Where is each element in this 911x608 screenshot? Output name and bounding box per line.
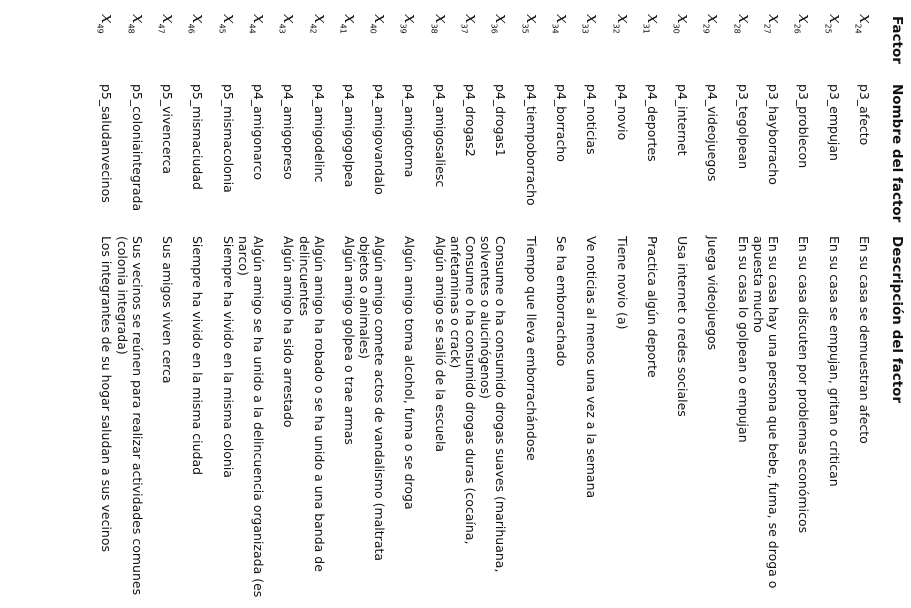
factor-name: p4_amigotoma [402,84,418,178]
factor-description: Sus amigos viven cerca [160,236,176,384]
table-row [575,0,605,608]
factor-symbol-index: 27 [762,23,772,34]
factor-name: p4_amigonarco [251,84,266,180]
factor-name: p4_noticias [584,84,600,155]
factor-name: p5_saludanvecinos [99,84,115,203]
table-row [666,0,696,608]
factor-symbol-index: 49 [96,23,106,34]
factor-symbol [672,14,693,34]
table-row [751,0,787,608]
factor-description: Se ha emborrachado [554,236,569,367]
factor-name: p4_tiempoborracho [523,84,539,206]
table-row [818,0,848,608]
factor-symbol [763,14,784,34]
factor-symbol-base: x [218,14,239,24]
factor-name: p4_amigosaliesc [432,84,448,188]
factor-name: p4_videojuegos [705,84,721,182]
factor-symbol-index: 31 [641,23,651,34]
factor-description: Tiene novio (a) [614,236,630,330]
factor-name: p3_tegolpean [735,84,751,169]
factor-symbol-base: x [703,14,724,24]
factor-symbol [157,14,178,34]
factor-symbol-index: 40 [368,23,378,34]
table-row [212,0,242,608]
table-row [114,0,151,608]
factor-name: p4_drogas1 [493,84,509,157]
factor-symbol [399,14,420,34]
factor-symbol-index: 47 [156,23,166,34]
factor-symbol [551,14,572,34]
factor-description: Algún amigo ha sido arrestado [281,236,297,428]
factor-symbol-index: 46 [187,23,197,34]
factor-symbol-base: x [249,14,269,24]
factor-description: Los integrantes de su hogar saludan a sus vecinos [99,236,115,553]
factor-description: Sus vecinos se reúnen para realizar actividades comunes (colonia integrada) [114,236,145,596]
factor-symbol-index: 42 [308,23,318,34]
factor-symbol [429,14,450,34]
factor-symbol-index: 26 [793,23,803,34]
table-row [236,0,272,608]
factor-name: p5_vivencerca [160,84,176,174]
factor-symbol-base: x [127,14,148,24]
factor-symbol-index: 44 [247,23,257,34]
factor-symbol-base: x [97,14,118,24]
factor-name: p5_mismaciudad [190,84,206,190]
factor-symbol-index: 25 [823,23,833,34]
table-row [181,0,211,608]
factor-name: p4_novio [614,84,630,141]
table-row [357,0,393,608]
factor-description: En su casa se demuestran afecto [857,236,872,444]
factor-description: En su casa lo golpean o empujan [735,236,751,443]
factor-symbol-index: 43 [277,23,287,34]
factor-symbol-index: 33 [580,23,590,34]
factor-symbol [702,14,723,34]
table-row [606,0,636,608]
factor-symbol [490,14,511,34]
factor-symbol [96,14,117,34]
factor-symbol-index: 48 [126,23,136,34]
factor-name: p5_mismacolonia [220,84,236,193]
factor-symbol [339,14,360,34]
factor-symbol [732,14,753,34]
table-row [848,0,878,608]
factor-symbol-base: x [612,14,633,24]
factor-symbol-index: 34 [550,23,560,34]
factor-symbol-base: x [521,14,542,24]
table-row [424,0,454,608]
table-row [333,0,363,608]
factor-description: Consume o ha consumido drogas duras (cocaína, anfetaminas o crack) [448,236,479,545]
factor-name: p4_drogas2 [463,84,479,157]
table-row [787,0,817,608]
factor-symbol-base: x [855,14,875,24]
factor-description: Siempre ha vivido en la misma ciudad [190,236,206,476]
factor-description: Algún amigo golpea o trae armas [341,236,357,445]
table-row [697,0,727,608]
factor-symbol-base: x [794,14,815,24]
factor-name: p4_borracho [554,84,569,162]
factor-symbol-index: 39 [399,23,409,34]
factor-symbol-base: x [582,14,603,24]
header-description: Descripción del factor [889,236,905,404]
factor-symbol [217,14,238,34]
table-row [296,0,333,608]
factor-description: Ve noticias al menos una vez a la semana [584,236,600,499]
factor-symbol-index: 45 [217,23,227,34]
factor-symbol [460,14,481,34]
factor-name: p5_coloniaintegrada [129,84,145,212]
header-name: Nombre del factor [889,84,905,223]
factor-symbol-index: 24 [853,23,863,34]
factor-description: Consume o ha consumido drogas suaves (marihuana, solventes o alucinógenos) [478,236,509,573]
factor-description: Usa internet o redes sociales [675,236,691,417]
factor-description: Practica algún deporte [644,236,660,378]
factor-symbol-base: x [491,14,512,24]
factor-symbol-base: x [552,14,572,24]
table-row [478,0,514,608]
factor-symbol-base: x [733,14,754,24]
factor-symbol-base: x [309,14,330,24]
factor-name: p3_hayborracho [766,84,782,185]
factor-symbol [278,14,299,34]
factor-symbol-base: x [824,14,845,24]
factor-description: Algún amigo se salió de la escuela [432,236,448,453]
factor-description: Juega videojuegos [705,236,721,351]
table-row [545,0,575,608]
factor-symbol [126,14,147,34]
factor-name: p4_amigodelinc [311,84,327,183]
factor-symbol-base: x [764,14,785,24]
header-factor: Factor [889,16,905,64]
factor-name: p4_internet [675,84,691,156]
factor-symbol-index: 28 [732,23,742,34]
factor-symbol [520,14,541,34]
factor-description: Algún amigo se ha unido a la delincuencia organizada (es narco) [236,236,266,598]
factor-symbol-index: 35 [520,23,530,34]
factor-symbol-index: 29 [702,23,712,34]
table-row [515,0,545,608]
factor-symbol [642,14,663,34]
factor-symbol [854,14,875,34]
table-row [91,0,121,608]
factor-name: p3_afecto [857,84,872,146]
factor-description: Algún amigo comete actos de vandalismo (maltrata objetos o animales) [357,236,388,562]
factor-symbol [823,14,844,34]
factor-symbol-base: x [158,14,179,24]
factor-name: p4_amigogolpea [341,84,357,188]
factor-symbol [308,14,329,34]
table-row [151,0,181,608]
factor-symbol [611,14,632,34]
factor-symbol [248,14,269,34]
table-row [636,0,666,608]
factor-symbol-index: 38 [429,23,439,34]
factor-symbol [369,14,390,34]
table-row [727,0,757,608]
factor-symbol-base: x [673,14,694,24]
table-row [448,0,484,608]
factor-symbol-base: x [430,14,451,24]
factor-name: p4_amigovandalo [372,84,388,195]
factor-symbol-base: x [461,14,482,24]
factor-description: En su casa hay una persona que bebe, fuma, se droga o apuesta mucho [751,236,782,589]
factor-symbol-index: 32 [611,23,621,34]
factor-symbol-base: x [642,14,663,24]
table-row [272,0,302,608]
factor-symbol-index: 37 [459,23,469,34]
factor-symbol-base: x [279,14,300,24]
factor-description: En su casa discuten por problemas económicos [796,236,812,534]
factor-description: Algún amigo toma alcohol, fuma o se droga [402,236,418,510]
factor-symbol-base: x [188,14,209,24]
factor-name: p4_deportes [644,84,660,162]
factor-symbol-base: x [400,14,421,24]
factor-description: Siempre ha vivido en la misma colonia [220,236,236,478]
factor-description: Algún amigo ha robado o se ha unido a una banda de delincuentes [296,236,327,572]
factor-symbol [793,14,814,34]
factor-description: Tiempo que lleva emborrachándose [523,236,539,461]
factor-symbol [187,14,208,34]
factor-name: p3_empujan [826,84,842,161]
factor-symbol [581,14,602,34]
factor-symbol-index: 30 [671,23,681,34]
factor-description: En su casa se empujan, gritan o critican [826,236,842,487]
factor-name: p3_problecon [796,84,812,169]
factor-name: p4_amigopreso [281,84,297,180]
factor-symbol-base: x [339,14,360,24]
table-row [394,0,424,608]
factor-symbol-base: x [370,14,391,24]
factor-symbol-index: 36 [490,23,500,34]
factor-symbol-index: 41 [338,23,348,34]
